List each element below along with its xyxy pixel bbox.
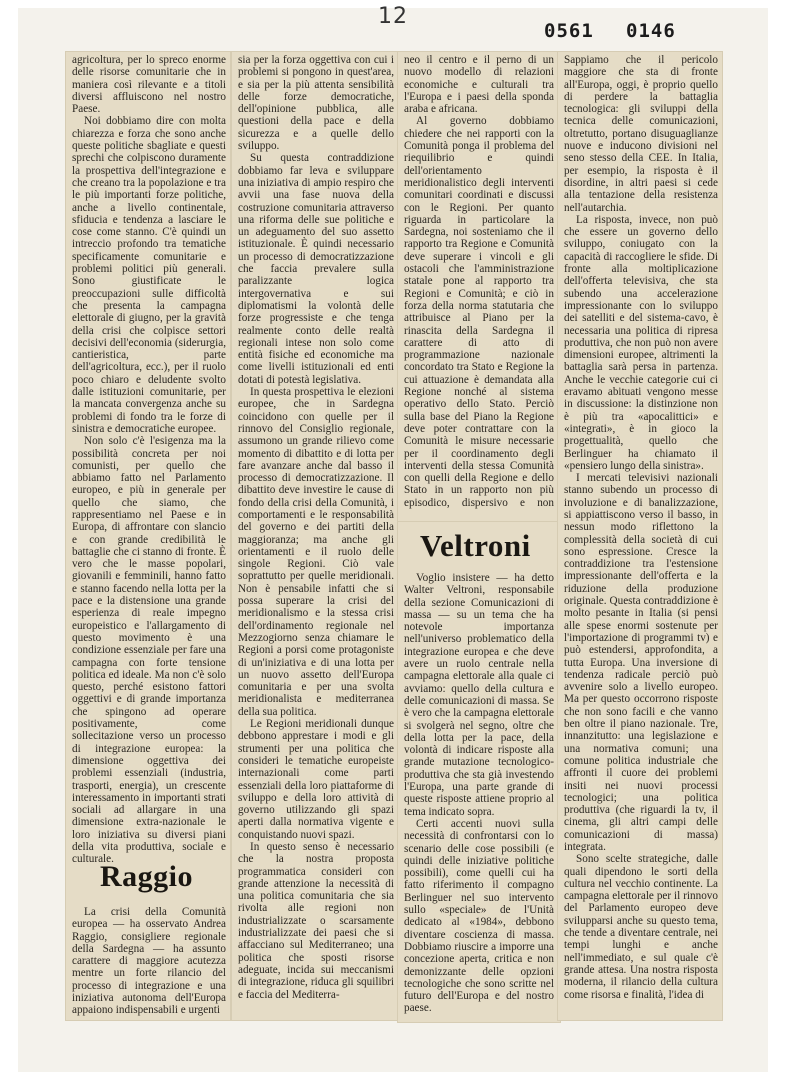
article-column-5 — [564, 54, 718, 1014]
paragraph: Certi accenti nuovi sulla necessità di confrontarsi con lo scenario delle cose possibili (e quindi delle iniziative politiche possibili), come quelli cui ha fatto riferimento il compagno Berlinguer nel suo intervento sullo «speciale» de l'Unità dedicato al «1984», debbono diventare coscienza di massa. Dobbiamo riuscire a imporre una concezione aperta, critica e non demonizzante delle opzioni tecnologiche che sono scritte nel futuro dell'Europa e del nostro paese. — [404, 817, 554, 1015]
archive-stamp-right: 0146 — [626, 20, 676, 42]
article-column-4 — [404, 572, 554, 1018]
raggio-section-text — [72, 906, 226, 1016]
archive-stamp-left: 0561 — [544, 20, 594, 42]
paragraph: In questo senso è necessario che la nostra proposta programmatica consideri con grande attenzione la necessità di una politica comunitaria che sia rivolta alle regioni non industrializzate o scarsamente industrializzate dei paesi che si affacciano sul Mediterraneo; una politica che sposti risorse adeguate, incida sui meccanismi di integrazione, riduca gli squilibri e faccia del Mediterra- — [238, 841, 394, 1001]
section-heading-raggio: Raggio — [100, 860, 193, 893]
paragraph: Al governo dobbiamo chiedere che nei rapporti con la Comunità ponga il problema del riequilibrio e quindi dell'orientamento meridionalistico degli interventi comunitari coordinati e discussi con le Regioni. Per quanto riguarda in particolare la Sardegna, noi sosteniamo che il rapporto tra Regione e Comunità deve superare i vincoli e gli ostacoli che l'amministrazione statale pone al rapporto tra Regioni e Comunità; e ciò in forza della norma statutaria che attribuisce al Piano per la rinascita della Sardegna il carattere di atto di programmazione nazionale concordato tra Stato e Regione la cui attuazione è demandata alla Regione nonché al sistema operativo dello Stato. Perciò sulla base del Piano la Regione deve poter contrattare con la Comunità le misure necessarie per il coordinamento degli interventi della stessa Comunità con quelli della Regione e dello Stato in un rapporto non più episodico, dispersivo e non — [404, 115, 554, 509]
handwritten-page-number: 12 — [378, 4, 408, 29]
article-column-3 — [404, 54, 554, 509]
paragraph: La risposta, invece, non può che essere un governo dello sviluppo, coniugato con la capacità di raccogliere le sfide. Di fronte alla moltiplicazione dell'offerta televisiva, che sta subendo una accelerazione impressionante con lo sviluppo dei satelliti e del sistema-cavo, è necessaria una politica di ripresa produttiva, che non può non avere dimensioni europee, altrimenti la battaglia sarà persa in partenza. Anche le vecchie categorie cui ci eravamo abituati vengono messe in discussione: la distinzione non è più tra «apocalittici» e «integrati», è in gioco la progettualità, quello che Berlinguer ha chiamato il «pensiero lungo della sinistra». — [564, 213, 718, 472]
paragraph: Sappiamo che il pericolo maggiore che sta di fronte all'Europa, oggi, è proprio quello di perdere la battaglia tecnologica: gli sviluppi della tecnica delle comunicazioni, oltretutto, portano disuguaglianze nuove e inducono divisioni nel seno stesso della CEE. In Italia, per esempio, la risposta è il disordine, in altri paesi si cede alla tentazione della resistenza nell'autarchia. — [564, 54, 718, 214]
paragraph: Voglio insistere — ha detto Walter Veltroni, responsabile della sezione Comunicazioni di massa — su un tema che ha notevole importanza nell'universo problematico della integrazione europea e che deve avere un ruolo centrale nella campagna elettorale alla quale ci avviamo: quello della cultura e delle comunicazioni di massa. Se è vero che la campagna elettorale si svolgerà nel segno, oltre che della lotta per la pace, della volontà di indicare risposte alla grande mutazione tecnologico-produttiva che sta già investendo l'Europa, una parte grande di queste risposte attiene proprio al tema indicato sopra. — [404, 572, 554, 818]
paragraph: agricoltura, per lo spreco enorme delle risorse comunitarie che in maniera così rilevante e a titoli diversi affluiscono nel nostro Paese. — [72, 54, 226, 116]
paragraph: In questa prospettiva le elezioni europee, che in Sardegna coincidono con quelle per il rinnovo del Consiglio regionale, assumono un grande rilievo come momento di dibattito e di lotta per fare avanzare anche dal basso il processo di democratizzazione. Il dibattito deve investire le cause di fondo della crisi della Comunità, i comportamenti e le responsabilità del governo e dei partiti della maggioranza; ma anche gli orientamenti e il ruolo delle singole Regioni. Ciò vale soprattutto per quelle meridionali. Non è pensabile infatti che si possa superare la crisi del meridionalismo e la stessa crisi dell'ordinamento regionale nel Mezzogiorno senza chiamare le Regioni a porsi come protagoniste di un'iniziativa e di una lotta per un nuovo assetto dell'Europa comunitaria e per una svolta meridionalista e mediterranea della sua politica. — [238, 386, 394, 718]
paragraph: Non solo c'è l'esigenza ma la possibilità concreta per noi comunisti, per quello che abbiamo fatto nel Parlamento europeo, e più in generale per quello che siamo, che rappresentiamo nel Paese e in Europa, di affrontare con slancio e con grande credibilità le battaglie che ci stanno di fronte. È vero che le masse popolari, giovanili e femminili, hanno fatto e stanno facendo nella lotta per la pace e la distensione una grande esperienza di reale impegno europeistico e l'allargamento di questo movimento è una condizione essenziale per fare una campagna con forte tensione politica ed ideale. Ma non c'è solo questo, perché esistono fattori oggettivi e di grande importanza che spingono ad operare positivamente, come sollecitazione verso un processo di integrazione europea: la dimensione oggettiva dei problemi essenziali (industria, trasporti, energia), un crescente interessamento in importanti strati sociali ad allargare in una dimensione extra-nazionale le loro iniziativa su diversi piani della vita produttiva, sociale e culturale. — [72, 435, 226, 866]
paragraph: sia per la forza oggettiva con cui i problemi si pongono in quest'area, e sia per la più attenta sensibilità delle forze democratiche, dell'opinione pubblica, alle questioni della pace e della sicurezza e a quelle dello sviluppo. — [238, 54, 394, 153]
paragraph: Noi dobbiamo dire con molta chiarezza e forza che sono anche queste politiche sbagliate e questi sprechi che colpiscono duramente la prospettiva dell'integrazione e che creano tra la popolazione e tra le più importanti forze politiche, anche a livello continentale, sfiducia e tendenza a lasciare le cose come stanno. C'è quindi un intreccio profondo tra tematiche specificamente comunitarie e problemi politici più generali. Sono giustificate le preoccupazioni sulle difficoltà che presenta la campagna elettorale di giugno, per la gravità della crisi che colpisce settori decisivi dell'economia (siderurgia, cantieristica, parte dell'agricoltura, ecc.), per il ruolo poco chiaro e deludente svolto dalle istituzioni comunitarie, per la mancata convergenza anche su problemi di fondo tra le forze di sinistra e democratiche europee. — [72, 115, 226, 435]
section-heading-veltroni: Veltroni — [420, 528, 531, 563]
paragraph: I mercati televisivi nazionali stanno subendo un processo di involuzione e di banalizzazione, si appiattiscono verso il basso, in nessun modo riflettono la complessità della società di cui sono espressione. Cresce la contraddizione tra l'estensione impressionante dell'offerta e la riduzione della produzione originale. Questa contraddizione è molto pesante in Italia (si pensi alle spese enormi sostenute per l'importazione di programmi tv) e può estendersi, approfondita, a tutta Europa. Una inversione di tendenza radicale perciò può avvenire solo a livello europeo. Ma per questo occorrono risposte che non sono facili e che vanno ben oltre il piano nazionale. Tre, innanzitutto: una legislazione e una normativa comuni; una comune politica industriale che affronti il cuore dei problemi insiti nei nuovi processi tecnologici; una politica produttiva (che riguardi la tv, il cinema, gli altri campi delle comunicazioni di massa) integrata. — [564, 472, 718, 853]
paragraph: neo il centro e il perno di un nuovo modello di relazioni economiche e culturali tra l'Europa e i paesi della sponda araba e africana. — [404, 54, 554, 116]
paragraph: La crisi della Comunità europea — ha osservato Andrea Raggio, consigliere regionale della Sardegna — ha assunto carattere di maggiore acutezza mentre un forte rilancio del processo di integrazione e una iniziativa autonoma dell'Europa appaiono indispensabili e urgenti — [72, 906, 226, 1016]
paragraph: Sono scelte strategiche, dalle quali dipendono le sorti della cultura nel vecchio continente. La campagna elettorale per il rinnovo del Parlamento europeo deve svilupparsi anche su questo tema, che tende a diventare centrale, nei tempi lunghi e anche nell'immediato, e sul quale c'è grande attesa. Una nostra risposta moderna, il rilancio della cultura come risorsa e finalità, l'idea di — [564, 853, 718, 1001]
article-column-2 — [238, 54, 394, 1014]
paragraph: Su questa contraddizione dobbiamo far leva e sviluppare una iniziativa di ampio respiro che avvii una fase nuova della costruzione comunitaria attraverso una riforma delle sue politiche e un adeguamento del suo assetto istituzionale. È quindi necessario un processo di democratizzazione che faccia prevalere sulla paralizzante logica intergovernativa e sui diplomatismi la volontà delle forze progressiste e che tenga realmente conto delle realtà regionali intese non solo come entità fisiche ed economiche ma come livelli istituzionali ed enti dotati di potestà legislativa. — [238, 152, 394, 386]
paragraph: Le Regioni meridionali dunque debbono apprestare i modi e gli strumenti per una politica che consideri le tematiche europeiste internazionali come parti essenziali della loro piattaforme di sviluppo e della loro attività di governo utilizzando gli spazi aperti dalla normativa vigente e conquistando nuovi spazi. — [238, 718, 394, 841]
